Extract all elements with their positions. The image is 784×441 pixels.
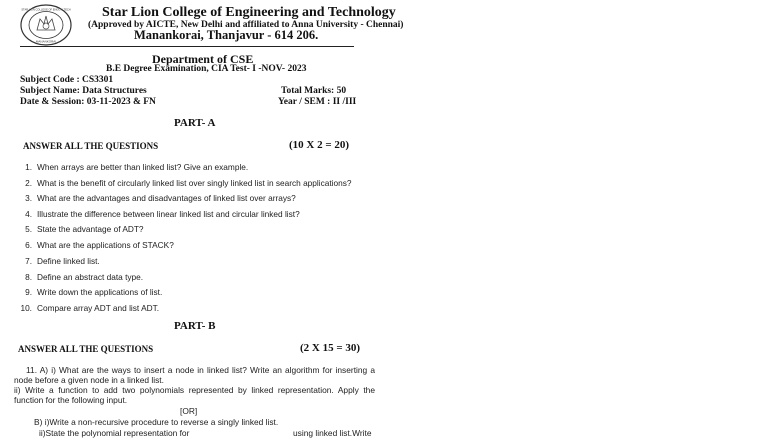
question-item <box>19 272 143 282</box>
question-number: 6. <box>25 240 32 250</box>
question-item <box>19 256 100 266</box>
part-a-heading: PART- A <box>174 117 216 129</box>
part-b-line: ii) Write a function to add two polynomials represented by linked representation. Apply the <box>14 385 375 395</box>
question-number: 10. <box>20 303 32 313</box>
department-title: Department of CSE <box>152 52 254 66</box>
part-a-marks: (10 X 2 = 20) <box>289 139 350 151</box>
question-item <box>19 193 296 203</box>
subject-name: Subject Name: Data Structures <box>20 86 147 96</box>
college-location: Manankorai, Thanjavur - 614 206. <box>134 28 319 42</box>
total-marks: Total Marks: 50 <box>281 86 347 96</box>
seal-text-bottom: MANANKORAI <box>35 39 57 44</box>
year-sem: Year / SEM : II /III <box>278 97 357 107</box>
question-text: Illustrate the difference between linear linked list and circular linked list? <box>37 209 300 219</box>
header-divider <box>20 46 354 47</box>
date-session: Date & Session: 03-11-2023 & FN <box>20 97 156 107</box>
college-seal-logo <box>20 4 72 46</box>
question-text: State the advantage of ADT? <box>37 224 144 234</box>
college-name: Star Lion College of Engineering and Technology <box>102 5 396 20</box>
part-b-line: node before a given node in a linked list. <box>14 375 164 385</box>
question-item <box>19 224 144 234</box>
question-text: What are the advantages and disadvantages of linked list over arrays? <box>37 193 296 203</box>
question-number: 3. <box>25 193 32 203</box>
part-b-line: B) i)Write a non-recursive procedure to reverse a singly linked list. <box>34 417 279 427</box>
question-number: 1. <box>25 162 32 172</box>
question-text: Write down the applications of list. <box>37 287 163 297</box>
or-separator: [OR] <box>180 406 198 416</box>
subject-code: Subject Code : CS3301 <box>20 75 114 85</box>
approval-text: (Approved by AICTE, New Delhi and affiliated to Anna University - Chennai) <box>88 20 404 30</box>
question-text: Define linked list. <box>37 256 100 266</box>
question-item <box>19 240 174 250</box>
question-number: 9. <box>25 287 32 297</box>
question-text: When arrays are better than linked list? Give an example. <box>37 162 249 172</box>
question-text: What is the benefit of circularly linked list over singly linked list in search applications? <box>37 178 352 188</box>
exam-title: B.E Degree Examination, CIA Test- I -NOV- 2023 <box>106 64 307 74</box>
part-b-line: function for the following input. <box>14 395 128 405</box>
question-number: 7. <box>25 256 32 266</box>
question-item <box>19 162 248 172</box>
part-b-line: using linked list.Write <box>293 428 372 438</box>
question-number: 4. <box>25 209 32 219</box>
question-number: 2. <box>25 178 32 188</box>
question-text: Define an abstract data type. <box>37 272 144 282</box>
part-b-heading: PART- B <box>174 320 216 332</box>
question-item <box>19 178 352 188</box>
part-b-line: ii)State the polynomial representation for <box>39 428 190 438</box>
question-item <box>19 209 300 219</box>
part-b-instruction: ANSWER ALL THE QUESTIONS <box>18 344 154 354</box>
part-b-line: 11. A) i) What are the ways to insert a node in linked list? Write an algorithm for inserting a <box>26 365 375 375</box>
part-a-instruction: ANSWER ALL THE QUESTIONS <box>23 141 159 151</box>
part-b-marks: (2 X 15 = 30) <box>300 342 361 354</box>
question-text: Compare array ADT and list ADT. <box>37 303 160 313</box>
question-item <box>19 287 162 297</box>
seal-text-top: STAR LION COLLEGE OF ENGG & TECH <box>21 8 71 12</box>
question-item <box>19 303 159 313</box>
question-text: What are the applications of STACK? <box>37 240 174 250</box>
question-number: 5. <box>25 224 32 234</box>
question-number: 8. <box>25 272 32 282</box>
